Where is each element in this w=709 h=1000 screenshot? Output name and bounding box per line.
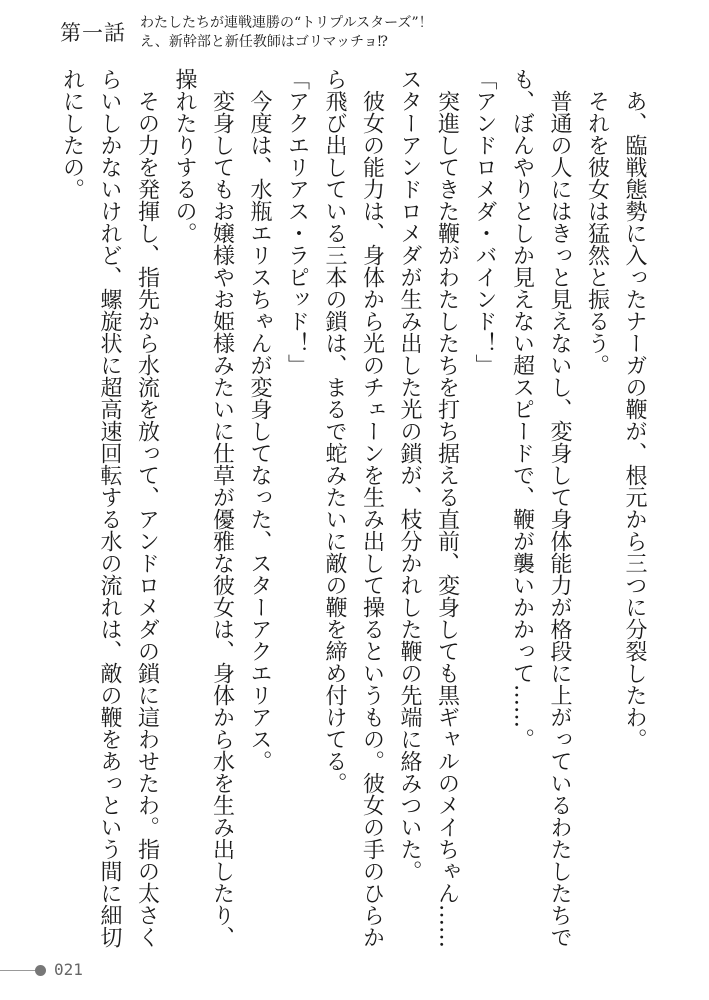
page-number: 021	[54, 960, 83, 979]
subtitle-line: え、新幹部と新任教師はゴリマッチョ⁉	[140, 34, 389, 50]
footer-rule	[0, 970, 36, 971]
text-line: その力を発揮し、指先から水流を放って、アンドロメダの鎖に這わせたわ。指の太さく	[134, 68, 160, 948]
text-line: 変身してもお嬢様やお姫様みたいに仕草が優雅な彼女は、身体から水を生み出したり、	[209, 68, 235, 948]
text-line: 突進してきた鞭がわたしたちを打ち据える直前、変身しても黒ギャルのメイちゃん……	[434, 68, 460, 948]
text-line: 「アクエリアス・ラピッド！」	[284, 68, 310, 376]
text-line: それを彼女は猛然と振るう。	[584, 68, 610, 376]
text-line: 今度は、水瓶エリスちゃんが変身してなった、スターアクエリアス。	[247, 68, 272, 772]
chapter-label: 第一話	[60, 21, 126, 45]
footer-dot-icon	[35, 965, 46, 976]
subtitle-line: わたしたちが連戦連勝の“トリプルスターズ”！	[140, 15, 433, 31]
text-line: れにしたの。	[59, 68, 85, 200]
text-line: も、ぼんやりとしか見えない超スピードで、鞭が襲いかかって……。	[509, 68, 535, 750]
body-text	[53, 68, 653, 948]
chapter-subtitle	[140, 14, 433, 52]
text-line: 操れたりするの。	[172, 68, 197, 244]
text-line: スターアンドロメダが生み出した光の鎖が、枝分かれした鞭の先端に絡みついた。	[397, 68, 422, 882]
text-line: あ、臨戦態勢に入ったナーガの鞭が、根元から三つに分裂したわ。	[622, 68, 647, 750]
text-line: らいしかないけれど、螺旋状に超高速回転する水の流れは、敵の鞭をあっという間に細切	[97, 68, 122, 948]
text-line: ら飛び出している三本の鎖は、まるで蛇みたいに敵の鞭を締め付けてる。	[322, 68, 347, 794]
text-line: 「アンドロメダ・バインド！」	[472, 68, 497, 376]
text-line: 彼女の能力は、身体から光のチェーンを生み出して操るというもの。彼女の手のひらか	[359, 68, 385, 948]
text-line: 普通の人にはきっと見えないし、変身して身体能力が格段に上がっているわたしたちで	[547, 68, 572, 948]
